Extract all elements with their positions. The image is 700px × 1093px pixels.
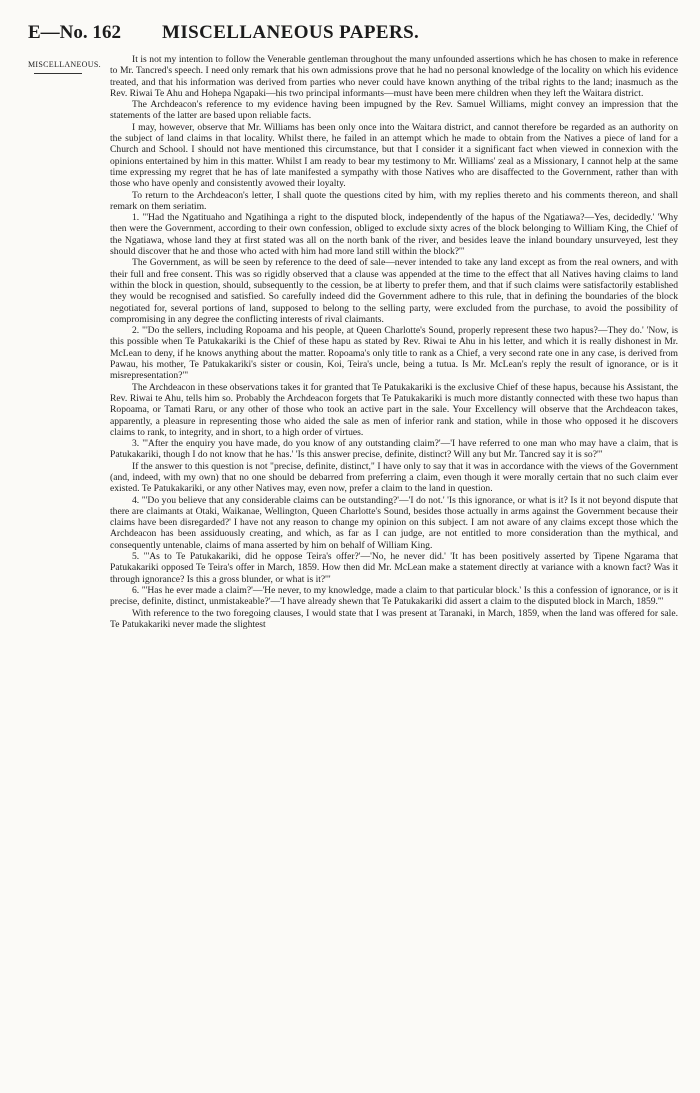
paragraph: 6. "'Has he ever made a claim?'—'He never, to my knowledge, made a claim to that particular block.' Is this a confession of ignorance, or is it precise, definite, distinct, unmistakeable?'—'I have already shewn that Te Patukakariki did assert a claim to the disputed block in March, 1859.'" [110,584,678,608]
margin-note: MISCELLANEOUS. [28,60,101,69]
series-label: E—No. 1 [28,22,102,43]
paragraph: If the answer to this question is not "precise, definite, distinct," I have only to say that it was in accordance with the views of the Government (and, indeed, with my own) that no one should be debarred from preferring a claim, even though it were morally certain that no such claim ever existed. Te Patukakariki, or any other Natives may, even now, prefer a claim to the land in question. [110,460,678,495]
paragraph: The Archdeacon's reference to my evidence having been impugned by the Rev. Samuel Williams, might convey an impression that the statements of the latter are based upon reliable facts. [110,99,678,122]
margin-rule [34,73,82,74]
margin-column [28,54,110,630]
paragraph: I may, however, observe that Mr. Williams has been only once into the Waitara district, and cannot therefore be regarded as an authority on the subject of land claims in that locality. Whilst there, he failed in an attempt which he made to obtain from the Natives a piece of land for a Church and School. I should not have mentioned this circumstance, but that I consider it a significant fact when viewed in connexion with the opinions entertained by him in this matter. Whilst I am ready to bear my testimony to Mr. Williams' zeal as a Missionary, I cannot help at the same time expressing my regret that he has of late manifested a sympathy with those Natives who are disaffected to the Government, rather than with those who have openly and consistently avowed their loyalty. [110,121,678,190]
paragraph: 5. "'As to Te Patukakariki, did he oppose Teira's offer?'—'No, he never did.' 'It has been positively asserted by Tipene Ngarama that Patukakariki opposed Te Teira's offer in March, 1859. How then did Mr. McLean make a statement directly at variance with a known fact? Was it through ignorance? Is this a gross blunder, or what is it?'" [110,551,678,585]
paragraph: 4. "'Do you believe that any considerable claims can be outstanding?'—'I do not.' 'Is this ignorance, or what is it? Is it not beyond dispute that there are claimants at Otaki, Waikanae, Wellington, Queen Charlotte's Sound, besides those actually in arms against the Government because their claims have been disregarded?' I have not any reason to change my opinion on this subject. I am not aware of any claims except those which the Archdeacon has been assiduously creating, and which, as far as I can judge, are not entitled to more consideration than the mythical, and consequently untenable, claims of mana asserted by him on behalf of William King. [110,494,678,551]
paragraph: 1. "'Had the Ngatituaho and Ngatihinga a right to the disputed block, independently of the hapus of the Ngatiawa?—Yes, decidedly.' 'Why then were the Government, according to their own confession, obliged to exclude sixty acres of the block belonging to William King, the Chief of the Ngatiawa, whose land they at first stated was all on the north bank of the river, and besides leave the inland boundary unsurveyed, lest they should discover that he and those who acted with him had more land still within the block?'" [110,212,678,258]
page-title: MISCELLANEOUS PAPERS. [162,22,420,43]
paragraph: The Archdeacon in these observations takes it for granted that Te Patukakariki is the exclusive Chief of these hapus, because his Assistant, the Rev. Riwai te Ahu, tells him so. Probably the Archdeacon forgets that Te Patukakariki is much more distantly connected with these two hapus than Ropoama, or Tamati Raru, or any other of those who took an active part in the sale. Your Excellency will observe that the Archdeacon takes, apparently, a pleasure in representing those who aided the sale as men of inferior rank and station, while in those who opposed it he discovers claims to rank, to integrity, and in short, to a high order of virtues. [110,381,678,438]
page-body [28,54,678,630]
paragraph: 2. "'Do the sellers, including Ropoama and his people, at Queen Charlotte's Sound, properly represent these two hapus?—They do.' 'Now, is this possible when Te Patukakariki is the Chief of these hapu as stated by Rev. Riwai te Ahu in his letter, and which it is really dishonest in Mr. McLean to deny, if he knows anything about the matter. Ropoama's only title to rank as a Chief, a very second rate one in any case, is derived from Pawau, his mother, Te Patukakariki's sister or cousin, Koi, Teira's uncle, being a tutua. Is Mr. McLean's reply the result of ignorance, or is it misrepresentation?'" [110,325,678,382]
main-text [110,54,678,630]
page-number: 62 [102,22,121,43]
paragraph: To return to the Archdeacon's letter, I shall quote the questions cited by him, with my replies thereto and his comments thereon, and shall remark on them seriatim. [110,189,678,212]
paragraph: The Government, as will be seen by reference to the deed of sale—never intended to take any land except as from the real owners, and with their full and free consent. This was so rigidly observed that a clause was appended at the time to the effect that all Natives having claims to land within the block in question, should, subsequently to the cession, be at liberty to prefer them, and that if such claims were satisfactorily established they would be recognised and satisfied. So carefully indeed did the Government adhere to this rule, that in defining the boundaries of the block negotiated for, several portions of land, supposed to belong to the selling party, were excluded from the purchase, to avoid the possibility of compromising in any degree the conflicting interests of rival claimants. [110,257,678,325]
paragraph: With reference to the two foregoing clauses, I would state that I was present at Taranaki, in March, 1859, when the land was offered for sale. Te Patukakariki never made the slightest [110,607,678,630]
paragraph: It is not my intention to follow the Venerable gentleman throughout the many unfounded assertions which he has chosen to make in reference to Mr. Tancred's speech. I need only remark that his own admissions prove that he had no personal knowledge of the locality on which his evidence treated, and that his information was derived from parties who never could have known anything of the tribal rights to the land; inasmuch as the Rev. Riwai Te Ahu and Hohepa Ngapaki—his two principal informants—must have been mere children when they left the Waitara district. [110,54,678,99]
paragraph: 3. "'After the enquiry you have made, do you know of any outstanding claim?'—'I have referred to one man who may have a claim, that is Patukakariki, though I do not know that he has.' 'Is this answer precise, definite, distinct? Will any but Mr. Tancred say it is so?'" [110,438,678,461]
page-header [28,22,672,52]
